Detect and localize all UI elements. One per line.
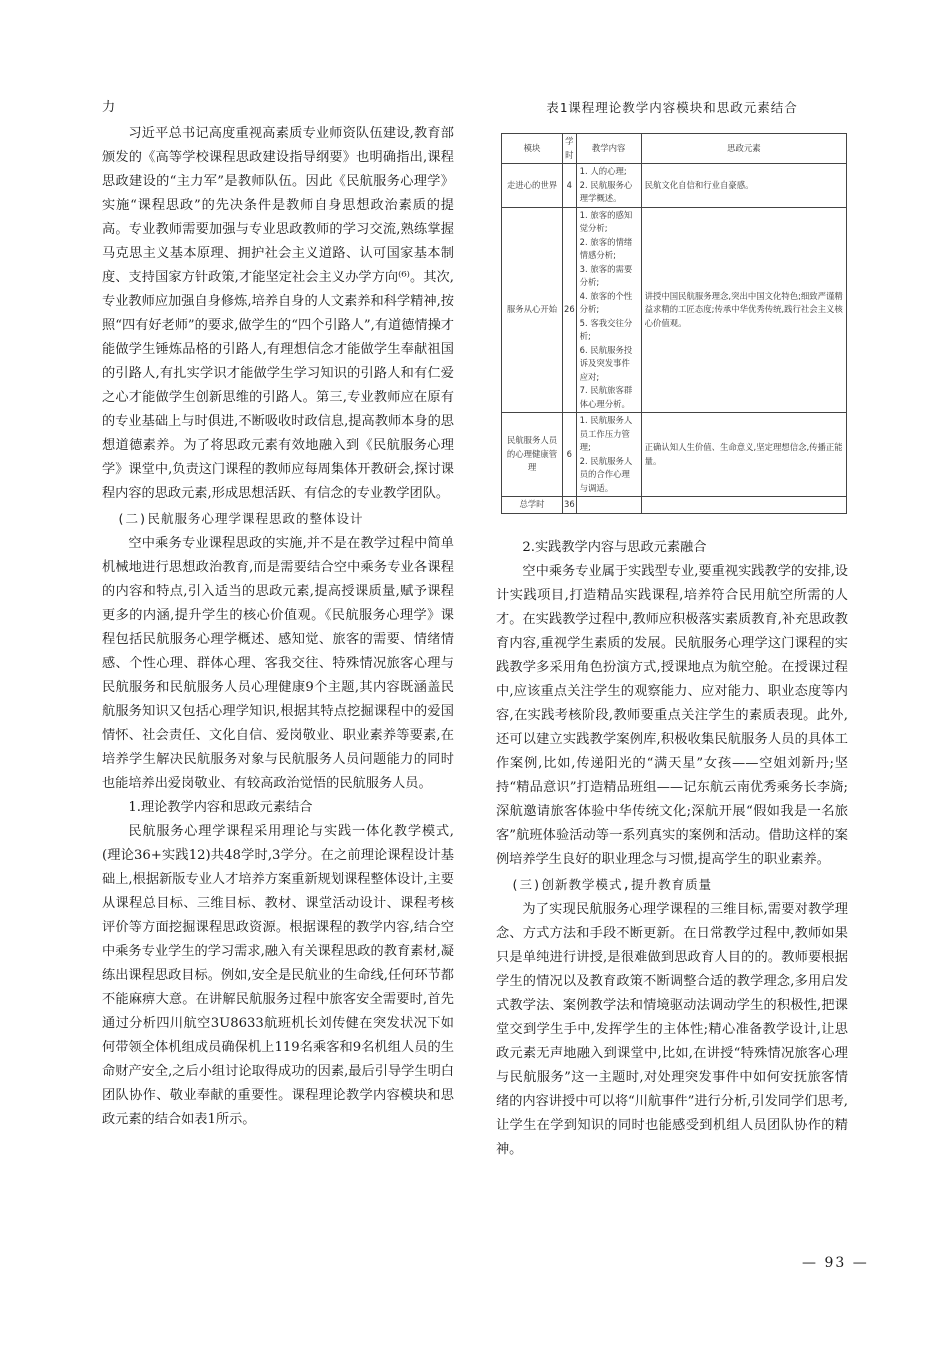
section-title-practice: 2.实践教学内容与思政元素融合 — [522, 539, 707, 555]
content-item: 1. 旅客的感知觉分析; — [579, 209, 633, 233]
content-item: 6. 民航服务投诉及突发事件应对; — [579, 344, 633, 382]
subheading-innovation: (三)创新教学模式,提升教育质量 — [511, 876, 713, 892]
cell-elements: 正确认知人生价值、生命意义,坚定理想信念,传播正能量。 — [641, 413, 846, 497]
header-hours: 学时 — [563, 134, 577, 164]
header-content: 教学内容 — [576, 134, 641, 164]
subheading-overall-design: (二)民航服务心理学课程思政的整体设计 — [117, 511, 364, 526]
header-elements: 思政元素 — [641, 134, 846, 164]
cell-module: 走进心的世界 — [502, 164, 563, 208]
module-table — [501, 133, 847, 514]
content-item: 2. 民航服务心理学概述。 — [579, 179, 633, 203]
content-item: 7. 民航旅客群体心理分析。 — [579, 385, 633, 409]
table-row — [502, 164, 847, 208]
paragraph: 习近平总书记高度重视高素质专业师资队伍建设,教育部颁发的《高等学校课程思政建设指导纲要》也明确指出,课程思政建设的“主力军”是教师队伍。因此《民航服务心理学》实施“课程思政”的先决条件是教师自身思想政治素质的提高。专业教师需要加强与专业思政教师的学习交流,熟练掌握马克思主义基本原理、拥护社会主义道路、认可国家基本制度、支持国家方针政策,才能坚定社会主义办学方向⁽⁶⁾。其次,专业教师应加强自身修炼,培养自身的人文素养和科学精神,按照“四有好老师”的要求,做学生的“四个引路人”,有道德情操才能做学生锤炼品格的引路人,有理想信念才能做学生奉献祖国的引路人,有扎实学识才能做学生学习知识的引路人和有仁爱之心才能做学生创新思维的引路人。第三,专业教师应在原有的专业基础上与时俱进,不断吸收时政信息,提高教师本身的思想道德素养。为了将思政元素有效地融入到《民航服务心理学》课堂中,负责这门课程的教师应每周集体开教研会,探讨课程内容的思政元素,形成思想活跃、有信念的专业教学团队。 — [102, 126, 454, 501]
table-title: 表1课程理论教学内容模块和思政元素结合 — [546, 100, 798, 115]
cell-module: 服务从心开始 — [502, 207, 563, 413]
right-column — [496, 96, 848, 1162]
section-title-theory: 1.理论教学内容和思政元素结合 — [128, 800, 313, 815]
content-item: 1. 民航服务人员工作压力管理; — [579, 415, 633, 452]
cell-module: 民航服务人员的心理健康管理 — [502, 413, 563, 497]
page-number: — 93 — — [802, 1255, 869, 1271]
cell-content — [576, 413, 641, 497]
cell-module: 总学时 — [502, 497, 563, 514]
content-item: 3. 旅客的需要分析; — [579, 263, 633, 287]
table-row — [502, 207, 847, 413]
cell-elements: 讲授中国民航服务理念,突出中国文化特色;细致严谨精益求精的工匠态度;传承中华优秀传统,践行社会主义核心价值观。 — [641, 207, 846, 413]
cell-elements — [641, 497, 846, 514]
table-row — [502, 413, 847, 497]
content-item: 1. 人的心理; — [579, 166, 627, 176]
paragraph: 空中乘务专业课程思政的实施,并不是在教学过程中简单机械地进行思想政治教育,而是需要结合空中乘务专业各课程的内容和特点,引入适当的思政元素,提高授课质量,赋予课程更多的内涵,提升学生的核心价值观。《民航服务心理学》课程包括民航服务心理学概述、感知觉、旅客的需要、情绪情感、个性心理、群体心理、客我交往、特殊情况旅客心理与民航服务和民航服务人员心理健康9个主题,其内容既涵盖民航服务知识又包括心理学知识,根据其特点挖掘课程中的爱国情怀、社会责任、文化自信、爱岗敬业、职业素养等要素,在培养学生解决民航服务对象与民航服务人员问题能力的同时也能培养出爱岗敬业、有较高政治觉悟的民航服务人员。 — [102, 536, 454, 791]
content-item: 2. 民航服务人员的合作心理与调适。 — [579, 455, 633, 493]
content-item: 5. 客我交往分析; — [579, 317, 633, 341]
paragraph: 民航服务心理学课程采用理论与实践一体化教学模式,(理论36+实践12)共48学时,3学分。在之前理论课程设计基础上,根据新版专业人才培养方案重新规划课程整体设计,主要从课程总目标、三维目标、教材、课堂活动设计、课程考核评价等方面挖掘课程思政资源。根据课程的教学内容,结合空中乘务专业学生的学习需求,融入有关课程思政的教育素材,凝练出课程思政目标。例如,安全是民航业的生命线,任何环节都不能麻痹大意。在讲解民航服务过程中旅客安全需要时,首先通过分析四川航空3U8633航班机长刘传健在突发状况下如何带领全体机组成员确保机上119名乘客和9名机组人员的生命财产安全,之后小组讨论取得成功的因素,最后引导学生明白团队协作、敬业奉献的重要性。课程理论教学内容模块和思政元素的结合如表1所示。 — [102, 824, 454, 1127]
table-row-total — [502, 497, 847, 514]
cell-elements: 民航文化自信和行业自豪感。 — [641, 164, 846, 208]
cell-hours: 4 — [563, 164, 577, 208]
continued-text: 力 — [102, 100, 116, 115]
cell-hours: 26 — [563, 207, 577, 413]
content-item: 2. 旅客的情绪情感分析; — [579, 236, 633, 260]
content-item: 4. 旅客的个性分析; — [579, 290, 633, 314]
table-header-row — [502, 134, 847, 164]
left-column — [102, 96, 454, 1132]
header-module: 模块 — [502, 134, 563, 164]
cell-content — [576, 207, 641, 413]
paragraph: 空中乘务专业属于实践型专业,要重视实践教学的安排,设计实践项目,打造精品实践课程,培养符合民用航空所需的人才。在实践教学过程中,教师应积极落实素质教育,补充思政教育内容,重视学生素质的发展。民航服务心理学这门课程的实践教学多采用角色扮演方式,授课地点为航空舱。在授课过程中,应该重点关注学生的观察能力、应对能力、职业态度等内容,在实践考核阶段,教师要重点关注学生的素质表现。此外,还可以建立实践教学案例库,积极收集民航服务人员的具体工作案例,比如,传递阳光的“满天星”女孩——空姐刘新丹;坚持“精品意识”打造精品班组——记东航云南优秀乘务长李旖;深航邀请旅客体验中华传统文化;深航开展“假如我是一名旅客”航班体验活动等一系列真实的案例和活动。借助这样的案例培养学生良好的职业理念与习惯,提高学生的职业素养。 — [496, 563, 848, 867]
cell-hours: 6 — [563, 413, 577, 497]
paragraph: 为了实现民航服务心理学课程的三维目标,需要对教学理念、方式方法和手段不断更新。在日常教学过程中,教师如果只是单纯进行讲授,是很难做到思政育人目的的。教师要根据学生的情况以及教育政策不断调整合适的教学理念,多用启发式教学法、案例教学法和情境驱动法调动学生的积极性,把课堂交到学生手中,发挥学生的主体性;精心准备教学设计,让思政元素无声地融入到课堂中,比如,在讲授“特殊情况旅客心理与民航服务”这一主题时,对处理突发事件中如何安抚旅客情绪的内容讲授中可以将“川航事件”进行分析,引发同学们思考,让学生在学到知识的同时也能感受到机组人员团队协作的精神。 — [496, 901, 848, 1157]
cell-content — [576, 164, 641, 208]
cell-hours: 36 — [563, 497, 577, 514]
cell-content — [576, 497, 641, 514]
